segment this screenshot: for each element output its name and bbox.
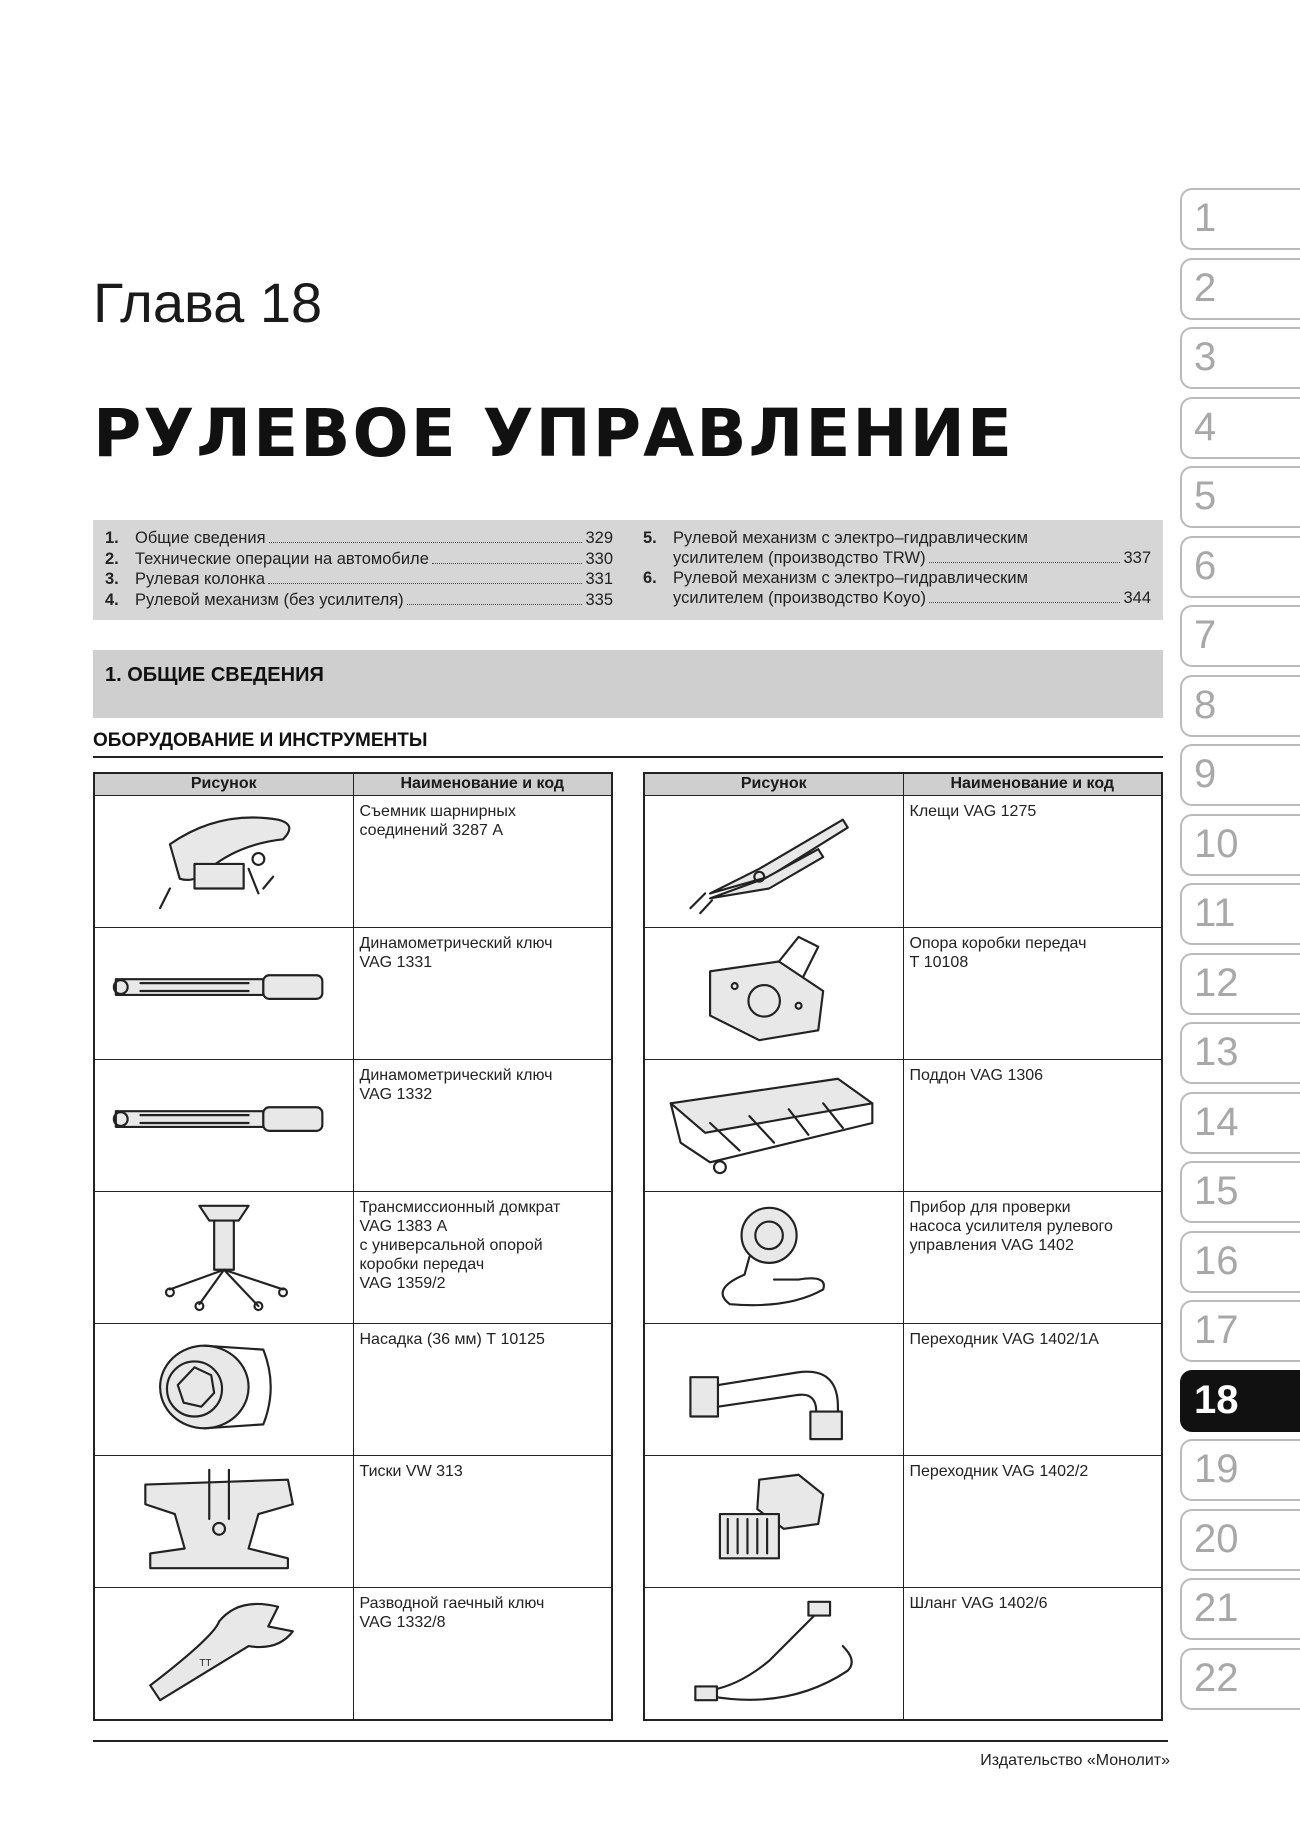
tab-chapter-7[interactable]: 7 xyxy=(1180,605,1300,667)
chapter-label: Глава 18 xyxy=(93,271,323,334)
tool-picture-cell xyxy=(94,1587,353,1720)
toc-item-title: Технические операции на автомобиле xyxy=(135,549,429,568)
tool-name-cell xyxy=(353,1191,612,1323)
toc-item-number: 2. xyxy=(105,549,119,568)
table-row xyxy=(94,1191,612,1323)
tab-chapter-21[interactable]: 21 xyxy=(1180,1578,1300,1640)
column-header-name: Наименование и код xyxy=(903,773,1162,795)
tab-chapter-8[interactable]: 8 xyxy=(1180,675,1300,737)
toc-leader-dots xyxy=(268,583,582,584)
torque-wrench-icon xyxy=(99,1169,349,1186)
toc-item-title: Рулевая колонка xyxy=(135,570,266,588)
tab-chapter-11[interactable]: 11 xyxy=(1180,883,1300,945)
tool-name: Прибор для проверки насоса усилителя рулевого управления VAG 1402 xyxy=(909,1198,1113,1254)
toc-column-right xyxy=(643,529,1151,611)
tab-chapter-2[interactable]: 2 xyxy=(1180,258,1300,320)
tab-chapter-1[interactable]: 1 xyxy=(1180,188,1300,250)
table-row xyxy=(94,1323,612,1455)
toc-item-title: усилителем (производство Koyo) xyxy=(673,588,926,607)
publisher-name: Издательство «Монолит» xyxy=(980,1752,1170,1769)
tab-chapter-14[interactable]: 14 xyxy=(1180,1092,1300,1154)
toc-item-title: Общие сведения xyxy=(135,529,266,547)
tool-name-cell xyxy=(903,927,1162,1059)
table-row xyxy=(644,1059,1162,1191)
toc-item-number: 3. xyxy=(105,570,119,588)
tool-picture-cell xyxy=(94,1191,353,1323)
toc-item[interactable] xyxy=(643,569,1151,608)
toc-item[interactable] xyxy=(105,529,613,549)
toc-leader-dots xyxy=(432,563,583,564)
gearbox-support-icon xyxy=(649,1037,899,1054)
tool-name: Динамометрический ключ VAG 1332 xyxy=(359,1066,553,1103)
footer-divider xyxy=(93,1740,1168,1742)
tool-name: Тиски VW 313 xyxy=(359,1462,463,1480)
tool-picture-cell xyxy=(94,1059,353,1191)
tab-chapter-9[interactable]: 9 xyxy=(1180,744,1300,806)
toc-item-number: 1. xyxy=(105,529,119,547)
toc-item-title: Рулевой механизм с электро–гидравлическим xyxy=(673,529,1028,547)
tool-picture-cell xyxy=(644,795,903,927)
tab-chapter-13[interactable]: 13 xyxy=(1180,1022,1300,1084)
tool-name: Клещи VAG 1275 xyxy=(909,802,1037,820)
tool-name: Трансмиссионный домкрат VAG 1383 А с универсальной опорой коробки передач VAG 1359/2 xyxy=(359,1198,561,1292)
toc-column-left xyxy=(105,529,613,611)
tab-chapter-16[interactable]: 16 xyxy=(1180,1231,1300,1293)
table-row xyxy=(644,1587,1162,1720)
tool-name: Разводной гаечный ключ VAG 1332/8 xyxy=(359,1594,545,1631)
toc-page-number: 331 xyxy=(585,570,613,588)
tab-chapter-22[interactable]: 22 xyxy=(1180,1648,1300,1710)
tool-name-cell xyxy=(353,927,612,1059)
tab-chapter-10[interactable]: 10 xyxy=(1180,814,1300,876)
tool-name-cell xyxy=(903,795,1162,927)
torque-wrench-icon xyxy=(99,1037,349,1054)
tab-chapter-17[interactable]: 17 xyxy=(1180,1300,1300,1362)
tool-name: Съемник шарнирных соединений 3287 А xyxy=(359,802,516,839)
ball-joint-puller-icon xyxy=(99,905,349,922)
hose-icon xyxy=(649,1697,899,1714)
chapter-title: РУЛЕВОЕ УПРАВЛЕНИЕ xyxy=(93,395,1014,472)
tab-chapter-4[interactable]: 4 xyxy=(1180,397,1300,459)
toc-item-number: 6. xyxy=(643,569,657,587)
tool-name: Насадка (36 мм) Т 10125 xyxy=(359,1330,545,1348)
toc-page-number: 344 xyxy=(1123,588,1151,607)
pipe-adapter-icon xyxy=(649,1433,899,1450)
tab-chapter-20[interactable]: 20 xyxy=(1180,1509,1300,1571)
column-header-picture: Рисунок xyxy=(94,773,353,795)
table-row xyxy=(94,1587,612,1720)
toc-item-title: Рулевой механизм (без усилителя) xyxy=(135,590,404,609)
toc-page-number: 330 xyxy=(585,549,613,568)
table-row xyxy=(644,1323,1162,1455)
hex-adapter-icon xyxy=(649,1565,899,1582)
tool-name: Переходник VAG 1402/2 xyxy=(909,1462,1089,1480)
toc-item-number: 4. xyxy=(105,590,119,609)
vise-icon xyxy=(99,1565,349,1582)
column-header-picture: Рисунок xyxy=(644,773,903,795)
tool-name-cell xyxy=(353,1455,612,1587)
pliers-icon xyxy=(649,905,899,922)
tool-picture-cell xyxy=(644,1191,903,1323)
toc-leader-dots xyxy=(929,602,1121,603)
table-row xyxy=(644,795,1162,927)
tool-name-cell xyxy=(903,1455,1162,1587)
tab-chapter-19[interactable]: 19 xyxy=(1180,1439,1300,1501)
tool-name-cell xyxy=(903,1323,1162,1455)
toc-page-number: 335 xyxy=(585,590,613,609)
toc-item-title: усилителем (производство TRW) xyxy=(673,548,926,567)
toc-item-title: Рулевой механизм с электро–гидравлическим xyxy=(673,569,1028,587)
tool-name-cell xyxy=(903,1059,1162,1191)
toc-item[interactable] xyxy=(105,550,613,570)
tool-picture-cell xyxy=(644,1059,903,1191)
tab-chapter-3[interactable]: 3 xyxy=(1180,327,1300,389)
toc-item[interactable] xyxy=(105,591,613,611)
tool-picture-cell xyxy=(644,927,903,1059)
tool-name: Поддон VAG 1306 xyxy=(909,1066,1044,1084)
table-row xyxy=(644,927,1162,1059)
table-row xyxy=(94,1455,612,1587)
subsection-heading: ОБОРУДОВАНИЕ И ИНСТРУМЕНТЫ xyxy=(93,730,1163,758)
drain-pan-icon xyxy=(649,1169,899,1186)
tool-name: Динамометрический ключ VAG 1331 xyxy=(359,934,553,971)
table-row xyxy=(94,795,612,927)
tool-name-cell xyxy=(903,1191,1162,1323)
toc-page-number: 329 xyxy=(585,529,613,547)
tab-chapter-15[interactable]: 15 xyxy=(1180,1161,1300,1223)
toc-page-number: 337 xyxy=(1123,548,1151,567)
tool-picture-cell xyxy=(94,1455,353,1587)
tool-name-cell xyxy=(353,795,612,927)
tool-name-cell xyxy=(353,1059,612,1191)
tools-table-right xyxy=(643,772,1163,1721)
table-row xyxy=(644,1455,1162,1587)
tool-picture-cell xyxy=(644,1587,903,1720)
pressure-gauge-icon xyxy=(649,1301,899,1318)
tool-name-cell xyxy=(353,1323,612,1455)
toc-leader-dots xyxy=(929,562,1121,563)
open-end-wrench-icon xyxy=(99,1657,349,1714)
toc-item-number: 5. xyxy=(643,529,657,547)
tool-picture-cell xyxy=(644,1455,903,1587)
tool-picture-cell xyxy=(94,927,353,1059)
tool-picture-cell xyxy=(94,1323,353,1455)
section-heading: 1. ОБЩИЕ СВЕДЕНИЯ xyxy=(93,650,1163,718)
tab-chapter-18[interactable]: 18 xyxy=(1180,1370,1300,1432)
table-row xyxy=(94,1059,612,1191)
table-row xyxy=(644,1191,1162,1323)
tools-table-left xyxy=(93,772,613,1721)
tool-name-cell xyxy=(903,1587,1162,1720)
toc-item[interactable] xyxy=(643,529,1151,568)
tool-name: Переходник VAG 1402/1А xyxy=(909,1330,1099,1348)
column-header-name: Наименование и код xyxy=(353,773,612,795)
toc-leader-dots xyxy=(407,604,583,605)
tool-name-cell xyxy=(353,1587,612,1720)
tool-name: Шланг VAG 1402/6 xyxy=(909,1594,1048,1612)
tool-picture-cell xyxy=(94,795,353,927)
tool-name: Опора коробки передач Т 10108 xyxy=(909,934,1087,971)
svg-text:TT: TT xyxy=(199,1657,212,1669)
tab-chapter-12[interactable]: 12 xyxy=(1180,953,1300,1015)
socket-icon xyxy=(99,1433,349,1450)
tab-chapter-5[interactable]: 5 xyxy=(1180,466,1300,528)
toc-leader-dots xyxy=(269,542,583,543)
table-row xyxy=(94,927,612,1059)
tool-picture-cell xyxy=(644,1323,903,1455)
table-of-contents xyxy=(93,520,1163,620)
transmission-jack-icon xyxy=(99,1301,349,1318)
toc-item[interactable] xyxy=(105,570,613,590)
tab-chapter-6[interactable]: 6 xyxy=(1180,536,1300,598)
